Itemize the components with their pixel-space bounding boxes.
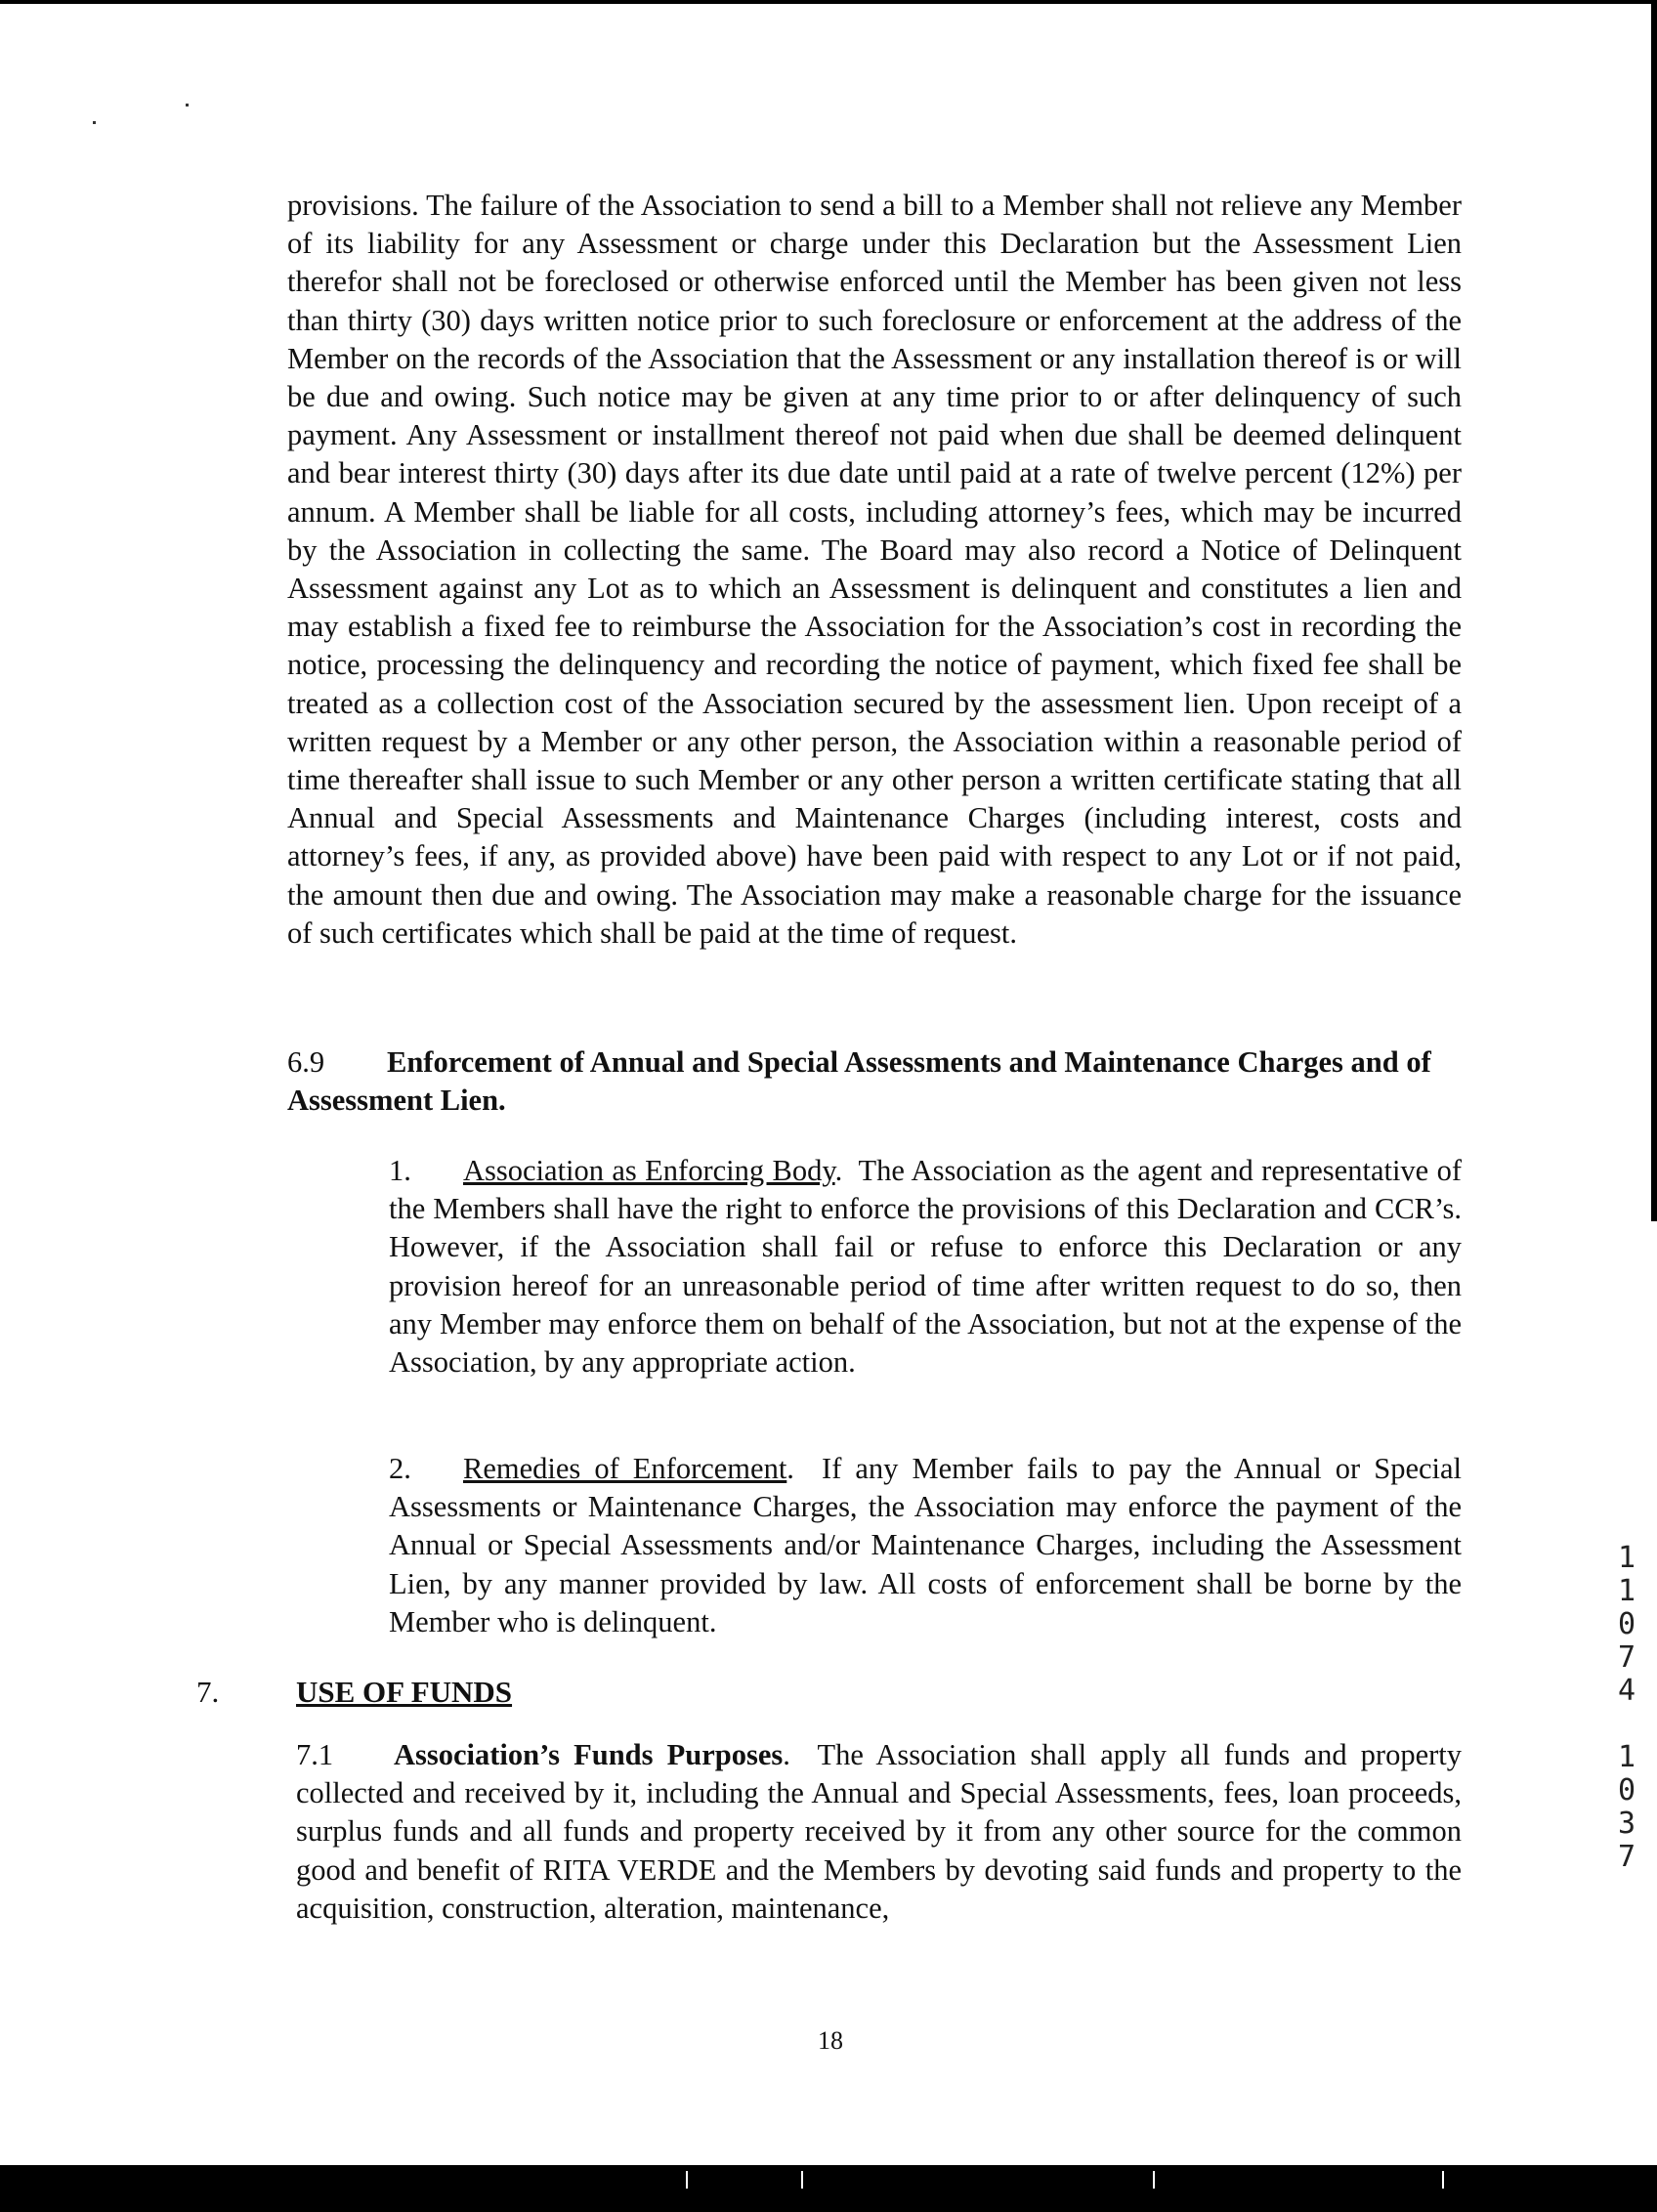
scan-top-border <box>0 0 1657 4</box>
margin-stamp-upper <box>1613 1542 1640 1708</box>
stamp-digit: 1 <box>1617 1740 1636 1774</box>
stamp-digit: 1 <box>1617 1541 1636 1575</box>
stamp-digit: 1 <box>1617 1574 1636 1608</box>
subsection-title: Association as Enforcing Body <box>463 1154 835 1187</box>
scan-bottom-border <box>0 2165 1657 2212</box>
scan-artifact <box>1153 2171 1155 2189</box>
stamp-digit: 4 <box>1617 1674 1636 1708</box>
subsection-text: The Association as the agent and representative of the Members shall have the right to enforce the provisions of this Declaration and CCR’s. However, if the Association shall fail or refuse to enforce this Declaration or any provision hereof for an unreasonable period of time after written request to do so, then any Member may enforce them on behalf of the Association, but not at the expense of the Association, by any appropriate action. <box>389 1154 1462 1380</box>
stamp-digit: 0 <box>1617 1607 1636 1641</box>
section-title: Association’s Funds Purposes <box>394 1738 784 1771</box>
section-text: The Association shall apply all funds and property collected and received by it, including the Annual and Special Assessments, fees, loan proceeds, surplus funds and all funds and property received by it from any other source for the common good and benefit of RITA VERDE and the Members by devoting said funds and property to the acquisition, construction, alteration, maintenance, <box>296 1738 1462 1925</box>
subsection-remedies: 2. Remedies of Enforcement. If any Member fails to pay the Annual or Special Assessments or Maintenance Charges, the Association may enforce the payment of the Annual or Special Assessments and/or Maintenance Charges, including the Assessment Lien, by any manner provided by law. All costs of enforcement shall be borne by the Member who is delinquent. <box>389 1452 1463 1638</box>
section-number: 6.9 <box>287 1045 325 1079</box>
section-title: USE OF FUNDS <box>296 1675 513 1709</box>
scan-right-border <box>1651 0 1657 1221</box>
subsection-enforcing-body: 1. Association as Enforcing Body. The Association as the agent and representative of the Members shall have the right to enforce the provisions of this Declaration and CCR’s. However, if the Association shall fail or refuse to enforce this Declaration or any provision hereof for an unreasonable period of time after written request to do so, then any Member may enforce them on behalf of the Association, but not at the expense of the Association, by any appropriate action. <box>389 1154 1462 1380</box>
scan-artifact <box>1442 2171 1444 2189</box>
scan-artifact <box>686 2171 688 2189</box>
margin-stamp-lower <box>1613 1741 1640 1874</box>
intro-paragraph: provisions. The failure of the Association to send a bill to a Member shall not relieve any Member of its liability for any Assessment or charge under this Declaration but the Assessment Lien therefor shall not be foreclosed or otherwise enforced until the Member has been given not less than thirty (30) days written notice prior to such foreclosure or enforcement at the address of the Member on the records of the Association that the Assessment or any installation thereof is or will be due and owing. Such notice may be given at any time prior to or after delinquency of such payment. Any Assessment or installment thereof not paid when due shall be deemed delinquent and bear interest thirty (30) days after its due date until paid at a rate of twelve percent (12%) per annum. A Member shall be liable for all costs, including attorney’s fees, which may be incurred by the Association in collecting the same. The Board may also record a Notice of Delinquent Assessment against any Lot as to which an Assessment is delinquent and constitutes a lien and may establish a fixed fee to reimburse the Association for the Association’s cost in recording the notice, processing the delinquency and recording the notice of payment, which fixed fee shall be treated as a collection cost of the Association secured by the assessment lien. Upon receipt of a written request by a Member or any other person, the Association within a reasonable period of time thereafter shall issue to such Member or any other person a written certificate stating that all Annual and Special Assessments and Maintenance Charges (including interest, costs and attorney’s fees, if any, as provided above) have been paid with respect to any Lot or if not paid, the amount then due and owing. The Association may make a reasonable charge for the issuance of such certificates which shall be paid at the time of request. <box>287 189 1462 950</box>
page-number: 18 <box>818 2026 843 2055</box>
stamp-digit: 7 <box>1617 1840 1636 1874</box>
section-7-heading <box>196 1673 1369 1711</box>
section-number: 7. <box>196 1675 220 1709</box>
stamp-digit: 0 <box>1617 1773 1636 1808</box>
scan-artifact <box>801 2171 803 2189</box>
section-6-9-heading <box>287 1043 1462 1120</box>
subsection-number: 2. <box>389 1452 411 1485</box>
scan-speck <box>186 104 189 106</box>
subsection-text: If any Member fails to pay the Annual or Special Assessments or Maintenance Charges, the Association may enforce the payment of the Annual or Special Assessments and/or Maintenance Charges, including the Assessment Lien, by any manner provided by law. All costs of enforcement shall be borne by the Member who is delinquent. <box>389 1452 1463 1638</box>
stamp-digit: 7 <box>1617 1640 1636 1675</box>
section-title: Enforcement of Annual and Special Assessments and Maintenance Charges and of Assessment Lien. <box>287 1045 1431 1118</box>
subsection-title: Remedies of Enforcement <box>463 1452 787 1485</box>
subsection-number: 1. <box>389 1154 411 1187</box>
section-number: 7.1 <box>296 1738 334 1771</box>
scan-speck <box>93 121 96 124</box>
section-7-1-paragraph: 7.1 Association’s Funds Purposes. The Association shall apply all funds and property collected and received by it, including the Annual and Special Assessments, fees, loan proceeds, surplus funds and all funds and property received by it from any other source for the common good and benefit of RITA VERDE and the Members by devoting said funds and property to the acquisition, construction, alteration, maintenance, <box>296 1738 1462 1925</box>
stamp-digit: 3 <box>1617 1807 1636 1841</box>
